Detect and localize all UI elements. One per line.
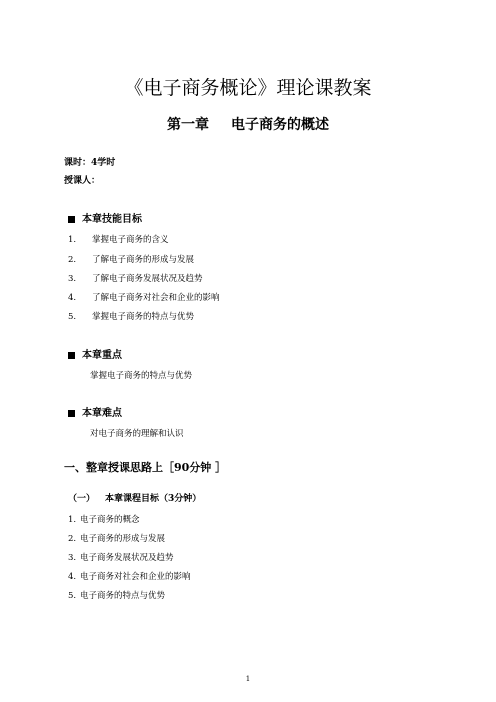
class-hours: 课时：4学时 — [64, 158, 116, 168]
key-points-heading: 本章重点 — [82, 349, 122, 362]
goals-item: 3. 电子商务发展状况及趋势 — [68, 553, 174, 563]
goals-item: 2. 电子商务的形成与发展 — [68, 534, 166, 544]
chapter-label: 第一章 — [167, 117, 209, 133]
key-points-text: 掌握电子商务的特点与优势 — [90, 371, 193, 381]
skills-item: 5. 掌握电子商务的特点与优势 — [68, 312, 195, 322]
skills-item: 1. 掌握电子商务的含义 — [68, 235, 169, 245]
goals-heading: （一） 本章课程目标（3分钟） — [68, 494, 202, 504]
difficulties-heading: 本章难点 — [82, 407, 122, 420]
skills-item: 3. 了解电子商务发展状况及趋势 — [68, 274, 203, 284]
chapter-name: 电子商务的概述 — [231, 117, 329, 133]
square-bullet-icon — [68, 410, 75, 417]
goals-item: 1. 电子商务的概念 — [68, 515, 140, 525]
goals-item: 5. 电子商务的特点与优势 — [68, 591, 166, 601]
section-one-heading: 一、整章授课思路上［90分钟 ］ — [64, 461, 227, 474]
skills-heading: 本章技能目标 — [82, 213, 142, 226]
skills-item: 2. 了解电子商务的形成与发展 — [68, 255, 195, 265]
square-bullet-icon — [68, 352, 75, 359]
page-number: 1 — [245, 675, 251, 683]
chapter-heading — [0, 116, 496, 134]
goals-item: 4. 电子商务对社会和企业的影响 — [68, 572, 191, 582]
document-title: 《电子商务概论》理论课教案 — [124, 77, 372, 99]
teacher-label: 授课人： — [64, 176, 101, 186]
skills-item: 4. 了解电子商务对社会和企业的影响 — [68, 293, 220, 303]
square-bullet-icon — [68, 216, 75, 223]
difficulties-text: 对电子商务的理解和认识 — [90, 429, 184, 439]
